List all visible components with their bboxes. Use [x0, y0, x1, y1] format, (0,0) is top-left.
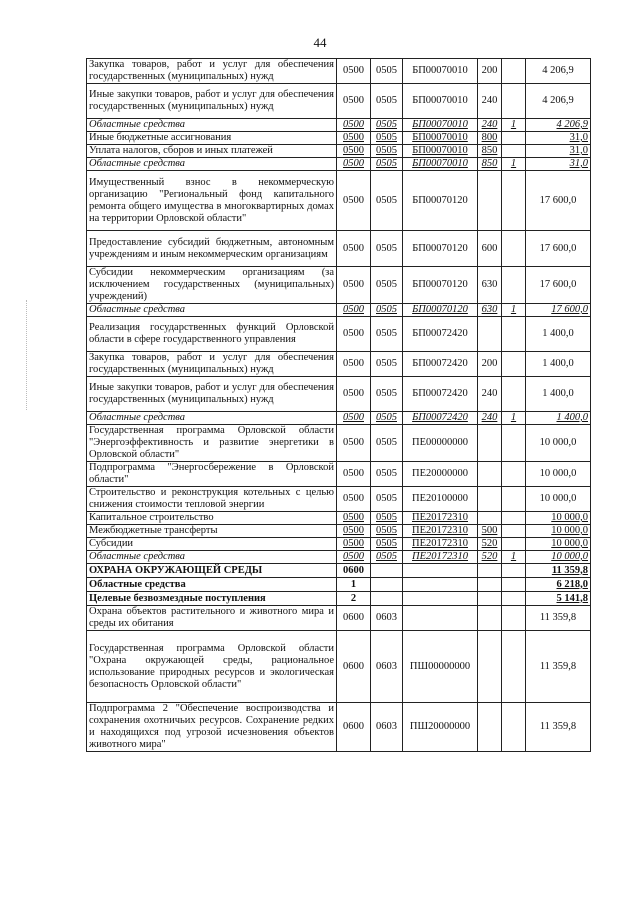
expense-type-cell: 630 [478, 304, 502, 317]
funding-source-cell [502, 578, 526, 592]
pr-code-cell: 0505 [371, 525, 403, 538]
funding-source-cell [502, 703, 526, 752]
rz-code-cell: 0500 [337, 158, 371, 171]
pr-code-cell: 0505 [371, 377, 403, 412]
row-name-cell: Иные бюджетные ассигнования [87, 132, 337, 145]
funding-source-cell [502, 231, 526, 267]
rz-code-cell: 0500 [337, 352, 371, 377]
funding-source-cell: 1 [502, 119, 526, 132]
rz-code-cell: 0500 [337, 487, 371, 512]
pr-code-cell: 0505 [371, 512, 403, 525]
rz-code-cell: 0500 [337, 538, 371, 551]
target-article-cell [403, 606, 478, 631]
amount-cell: 10 000,0 [526, 462, 591, 487]
expense-type-cell: 850 [478, 158, 502, 171]
table-row [87, 606, 591, 631]
funding-source-cell [502, 606, 526, 631]
row-name-cell: Капитальное строительство [87, 512, 337, 525]
table-row [87, 512, 591, 525]
rz-code-cell: 0600 [337, 703, 371, 752]
table-row [87, 132, 591, 145]
expense-type-cell: 200 [478, 59, 502, 84]
rz-code-cell: 0500 [337, 512, 371, 525]
target-article-cell: БП00070010 [403, 145, 478, 158]
funding-source-cell [502, 631, 526, 703]
pr-code-cell: 0505 [371, 132, 403, 145]
row-name-cell: Имущественный взнос в некоммерческую организацию "Региональный фонд капитального ремонта общего имущества в многоквартирных домах на территории Орловской области" [87, 171, 337, 231]
target-article-cell: ПЕ20100000 [403, 487, 478, 512]
rz-code-cell: 0500 [337, 145, 371, 158]
row-name-cell: Подпрограмма 2 "Обеспечение воспроизводства и сохранения охотничьих ресурсов. Сохранение редких и находящихся под угрозой исчезновения объектов животного мира" [87, 703, 337, 752]
target-article-cell [403, 564, 478, 578]
expense-type-cell [478, 606, 502, 631]
row-name-cell: Областные средства [87, 158, 337, 171]
rz-code-cell: 2 [337, 592, 371, 606]
rz-code-cell: 0500 [337, 132, 371, 145]
row-name-cell: Предоставление субсидий бюджетным, автономным учреждениям и иным некоммерческим организациям [87, 231, 337, 267]
rz-code-cell: 0500 [337, 412, 371, 425]
pr-code-cell: 0505 [371, 462, 403, 487]
expense-type-cell [478, 462, 502, 487]
row-name-cell: Закупка товаров, работ и услуг для обеспечения государственных (муниципальных) нужд [87, 352, 337, 377]
funding-source-cell [502, 538, 526, 551]
table-row [87, 412, 591, 425]
row-name-cell: Закупка товаров, работ и услуг для обеспечения государственных (муниципальных) нужд [87, 59, 337, 84]
pr-code-cell: 0505 [371, 231, 403, 267]
rz-code-cell: 0500 [337, 231, 371, 267]
amount-cell: 11 359,8 [526, 631, 591, 703]
rz-code-cell: 0500 [337, 462, 371, 487]
pr-code-cell [371, 592, 403, 606]
pr-code-cell: 0505 [371, 171, 403, 231]
expense-type-cell: 240 [478, 119, 502, 132]
pr-code-cell: 0505 [371, 412, 403, 425]
target-article-cell: БП00070120 [403, 171, 478, 231]
table-row [87, 578, 591, 592]
target-article-cell: ПЕ00000000 [403, 425, 478, 462]
table-row [87, 304, 591, 317]
rz-code-cell: 0600 [337, 606, 371, 631]
table-row [87, 487, 591, 512]
expense-type-cell: 500 [478, 525, 502, 538]
amount-cell: 1 400,0 [526, 352, 591, 377]
row-name-cell: Областные средства [87, 119, 337, 132]
funding-source-cell [502, 512, 526, 525]
funding-source-cell [502, 352, 526, 377]
pr-code-cell: 0603 [371, 606, 403, 631]
funding-source-cell [502, 462, 526, 487]
amount-cell: 31,0 [526, 158, 591, 171]
budget-table-body [87, 59, 591, 752]
pr-code-cell: 0505 [371, 119, 403, 132]
funding-source-cell [502, 171, 526, 231]
target-article-cell: БП00072420 [403, 412, 478, 425]
amount-cell: 1 400,0 [526, 412, 591, 425]
amount-cell: 17 600,0 [526, 304, 591, 317]
row-name-cell: Областные средства [87, 578, 337, 592]
expense-type-cell [478, 425, 502, 462]
table-row [87, 267, 591, 304]
expense-type-cell: 800 [478, 132, 502, 145]
table-row [87, 171, 591, 231]
table-row [87, 425, 591, 462]
amount-cell: 4 206,9 [526, 84, 591, 119]
rz-code-cell: 0600 [337, 631, 371, 703]
funding-source-cell: 1 [502, 158, 526, 171]
rz-code-cell: 1 [337, 578, 371, 592]
target-article-cell: БП00070120 [403, 267, 478, 304]
amount-cell: 11 359,8 [526, 703, 591, 752]
amount-cell: 11 359,8 [526, 606, 591, 631]
expense-type-cell [478, 564, 502, 578]
rz-code-cell: 0500 [337, 304, 371, 317]
expense-type-cell [478, 512, 502, 525]
funding-source-cell [502, 377, 526, 412]
target-article-cell: ПЕ20172310 [403, 551, 478, 564]
expense-type-cell [478, 317, 502, 352]
funding-source-cell [502, 132, 526, 145]
funding-source-cell [502, 145, 526, 158]
amount-cell: 10 000,0 [526, 512, 591, 525]
target-article-cell: БП00070010 [403, 158, 478, 171]
target-article-cell: БП00070120 [403, 231, 478, 267]
rz-code-cell: 0600 [337, 564, 371, 578]
table-row [87, 462, 591, 487]
pr-code-cell: 0505 [371, 158, 403, 171]
amount-cell: 10 000,0 [526, 487, 591, 512]
row-name-cell: Областные средства [87, 304, 337, 317]
row-name-cell: Реализация государственных функций Орловской области в сфере государственного управления [87, 317, 337, 352]
table-row [87, 158, 591, 171]
table-row [87, 59, 591, 84]
table-row [87, 538, 591, 551]
row-name-cell: Уплата налогов, сборов и иных платежей [87, 145, 337, 158]
target-article-cell: ПШ00000000 [403, 631, 478, 703]
amount-cell: 1 400,0 [526, 377, 591, 412]
row-name-cell: Субсидии некоммерческим организациям (за исключением государственных (муниципальных) учреждений) [87, 267, 337, 304]
target-article-cell: БП00070010 [403, 59, 478, 84]
target-article-cell: ПЕ20172310 [403, 525, 478, 538]
table-row [87, 317, 591, 352]
target-article-cell: БП00070120 [403, 304, 478, 317]
pr-code-cell: 0603 [371, 703, 403, 752]
table-row [87, 377, 591, 412]
amount-cell: 1 400,0 [526, 317, 591, 352]
pr-code-cell: 0505 [371, 487, 403, 512]
funding-source-cell [502, 425, 526, 462]
pr-code-cell: 0505 [371, 304, 403, 317]
budget-table [86, 58, 591, 752]
row-name-cell: Охрана объектов растительного и животного мира и среды их обитания [87, 606, 337, 631]
amount-cell: 6 218,0 [526, 578, 591, 592]
funding-source-cell [502, 84, 526, 119]
expense-type-cell: 520 [478, 538, 502, 551]
pr-code-cell: 0505 [371, 267, 403, 304]
table-row [87, 631, 591, 703]
rz-code-cell: 0500 [337, 425, 371, 462]
funding-source-cell: 1 [502, 412, 526, 425]
row-name-cell: Строительство и реконструкция котельных с целью снижения стоимости тепловой энергии [87, 487, 337, 512]
expense-type-cell: 600 [478, 231, 502, 267]
rz-code-cell: 0500 [337, 59, 371, 84]
amount-cell: 17 600,0 [526, 171, 591, 231]
table-row [87, 564, 591, 578]
target-article-cell [403, 578, 478, 592]
amount-cell: 11 359,8 [526, 564, 591, 578]
row-name-cell: ОХРАНА ОКРУЖАЮЩЕЙ СРЕДЫ [87, 564, 337, 578]
row-name-cell: Субсидии [87, 538, 337, 551]
page-number: 44 [313, 35, 327, 50]
funding-source-cell [502, 267, 526, 304]
pr-code-cell: 0505 [371, 425, 403, 462]
amount-cell: 10 000,0 [526, 551, 591, 564]
target-article-cell: БП00070010 [403, 132, 478, 145]
table-row [87, 231, 591, 267]
table-row [87, 525, 591, 538]
target-article-cell [403, 592, 478, 606]
table-row [87, 145, 591, 158]
funding-source-cell [502, 525, 526, 538]
target-article-cell: БП00070010 [403, 119, 478, 132]
expense-type-cell: 520 [478, 551, 502, 564]
pr-code-cell: 0505 [371, 352, 403, 377]
pr-code-cell: 0505 [371, 84, 403, 119]
amount-cell: 31,0 [526, 132, 591, 145]
pr-code-cell [371, 578, 403, 592]
rz-code-cell: 0500 [337, 267, 371, 304]
rz-code-cell: 0500 [337, 317, 371, 352]
table-row [87, 352, 591, 377]
pr-code-cell: 0505 [371, 317, 403, 352]
row-name-cell: Иные закупки товаров, работ и услуг для обеспечения государственных (муниципальных) нужд [87, 84, 337, 119]
target-article-cell: ПШ20000000 [403, 703, 478, 752]
row-name-cell: Подпрограмма "Энергосбережение в Орловской области" [87, 462, 337, 487]
pr-code-cell: 0505 [371, 538, 403, 551]
pr-code-cell: 0505 [371, 59, 403, 84]
row-name-cell: Межбюджетные трансферты [87, 525, 337, 538]
expense-type-cell [478, 171, 502, 231]
expense-type-cell: 240 [478, 377, 502, 412]
expense-type-cell [478, 592, 502, 606]
funding-source-cell [502, 592, 526, 606]
table-row [87, 84, 591, 119]
target-article-cell: БП00072420 [403, 377, 478, 412]
amount-cell: 31,0 [526, 145, 591, 158]
funding-source-cell: 1 [502, 304, 526, 317]
row-name-cell: Государственная программа Орловской области "Энергоэффективность и развитие энергетики в Орловской области" [87, 425, 337, 462]
pr-code-cell: 0505 [371, 145, 403, 158]
row-name-cell: Областные средства [87, 412, 337, 425]
rz-code-cell: 0500 [337, 119, 371, 132]
expense-type-cell: 850 [478, 145, 502, 158]
rz-code-cell: 0500 [337, 171, 371, 231]
funding-source-cell [502, 487, 526, 512]
pr-code-cell: 0603 [371, 631, 403, 703]
table-row [87, 551, 591, 564]
rz-code-cell: 0500 [337, 525, 371, 538]
amount-cell: 10 000,0 [526, 425, 591, 462]
amount-cell: 4 206,9 [526, 59, 591, 84]
funding-source-cell [502, 564, 526, 578]
scan-margin-mark [26, 300, 27, 410]
target-article-cell: БП00072420 [403, 352, 478, 377]
amount-cell: 17 600,0 [526, 267, 591, 304]
expense-type-cell [478, 578, 502, 592]
rz-code-cell: 0500 [337, 551, 371, 564]
funding-source-cell: 1 [502, 551, 526, 564]
rz-code-cell: 0500 [337, 84, 371, 119]
amount-cell: 10 000,0 [526, 525, 591, 538]
row-name-cell: Государственная программа Орловской области "Охрана окружающей среды, рациональное использование природных ресурсов и экологическая безопасность Орловской области" [87, 631, 337, 703]
amount-cell: 10 000,0 [526, 538, 591, 551]
target-article-cell: ПЕ20172310 [403, 512, 478, 525]
table-row [87, 119, 591, 132]
funding-source-cell [502, 59, 526, 84]
row-name-cell: Областные средства [87, 551, 337, 564]
expense-type-cell: 200 [478, 352, 502, 377]
expense-type-cell [478, 487, 502, 512]
target-article-cell: БП00070010 [403, 84, 478, 119]
table-row [87, 592, 591, 606]
rz-code-cell: 0500 [337, 377, 371, 412]
expense-type-cell: 240 [478, 84, 502, 119]
table-row [87, 703, 591, 752]
target-article-cell: БП00072420 [403, 317, 478, 352]
expense-type-cell: 630 [478, 267, 502, 304]
target-article-cell: ПЕ20000000 [403, 462, 478, 487]
pr-code-cell: 0505 [371, 551, 403, 564]
expense-type-cell: 240 [478, 412, 502, 425]
expense-type-cell [478, 631, 502, 703]
expense-type-cell [478, 703, 502, 752]
amount-cell: 17 600,0 [526, 231, 591, 267]
pr-code-cell [371, 564, 403, 578]
row-name-cell: Иные закупки товаров, работ и услуг для обеспечения государственных (муниципальных) нужд [87, 377, 337, 412]
row-name-cell: Целевые безвозмездные поступления [87, 592, 337, 606]
amount-cell: 5 141,8 [526, 592, 591, 606]
funding-source-cell [502, 317, 526, 352]
amount-cell: 4 206,9 [526, 119, 591, 132]
target-article-cell: ПЕ20172310 [403, 538, 478, 551]
